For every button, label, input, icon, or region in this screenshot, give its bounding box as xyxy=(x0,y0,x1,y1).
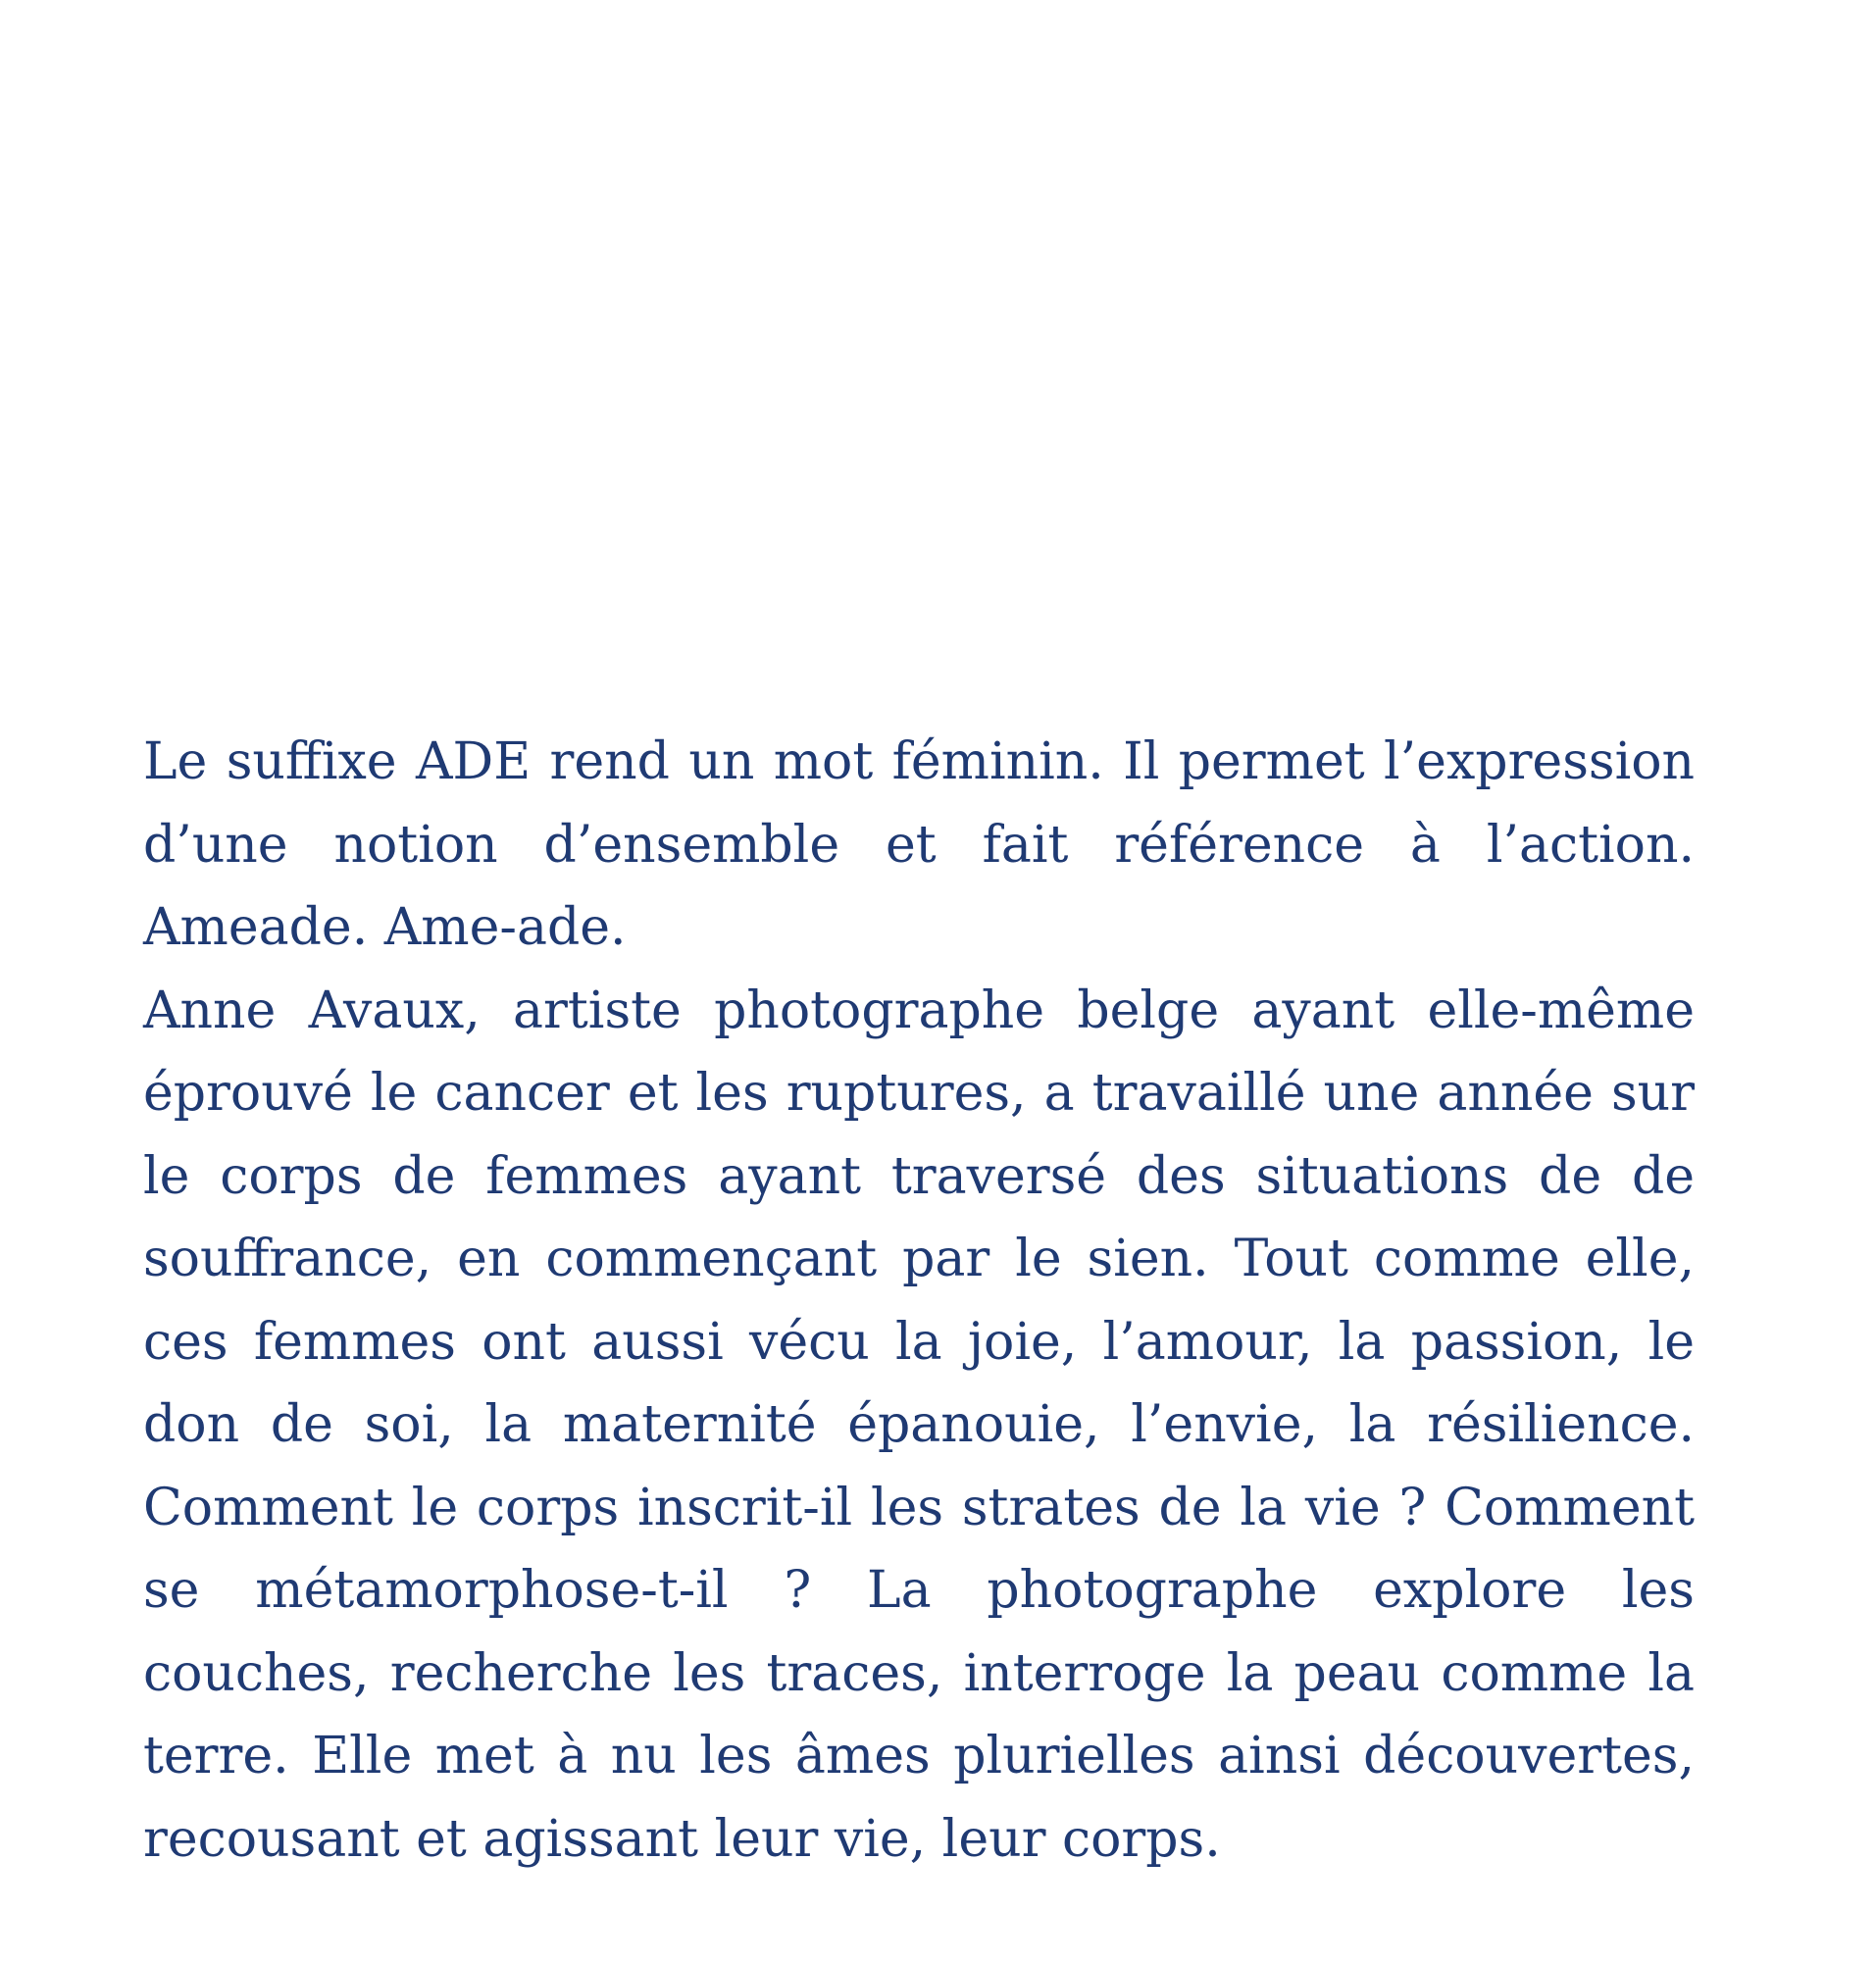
paragraph-anne-avaux: Anne Avaux, artiste photographe belge ayant elle-même éprouvé le cancer et les ruptures, a travaillé une année sur le corps de femmes ayant traversé des situations de de souffrance, en commençant par le sien. Tout comme elle, ces femmes ont aussi vécu la joie, l’amour, la passion, le don de soi, la maternité épanouie, l’envie, la résilience. Comment le corps inscrit-il les strates de la vie ? Comment se métamorphose-t-il ? La photographe explore les couches, recherche les traces, interroge la peau comme la terre. Elle met à nu les âmes plurielles ainsi découvertes, recousant et agissant leur vie, leur corps. xyxy=(143,980,1695,1869)
paragraph-suffix-ade: Le suffixe ADE rend un mot féminin. Il permet l’expression d’une notion d’ensemble et fait référence à l’action. Ameade. Ame-ade. xyxy=(143,732,1695,957)
body-text-block xyxy=(143,721,1695,1881)
